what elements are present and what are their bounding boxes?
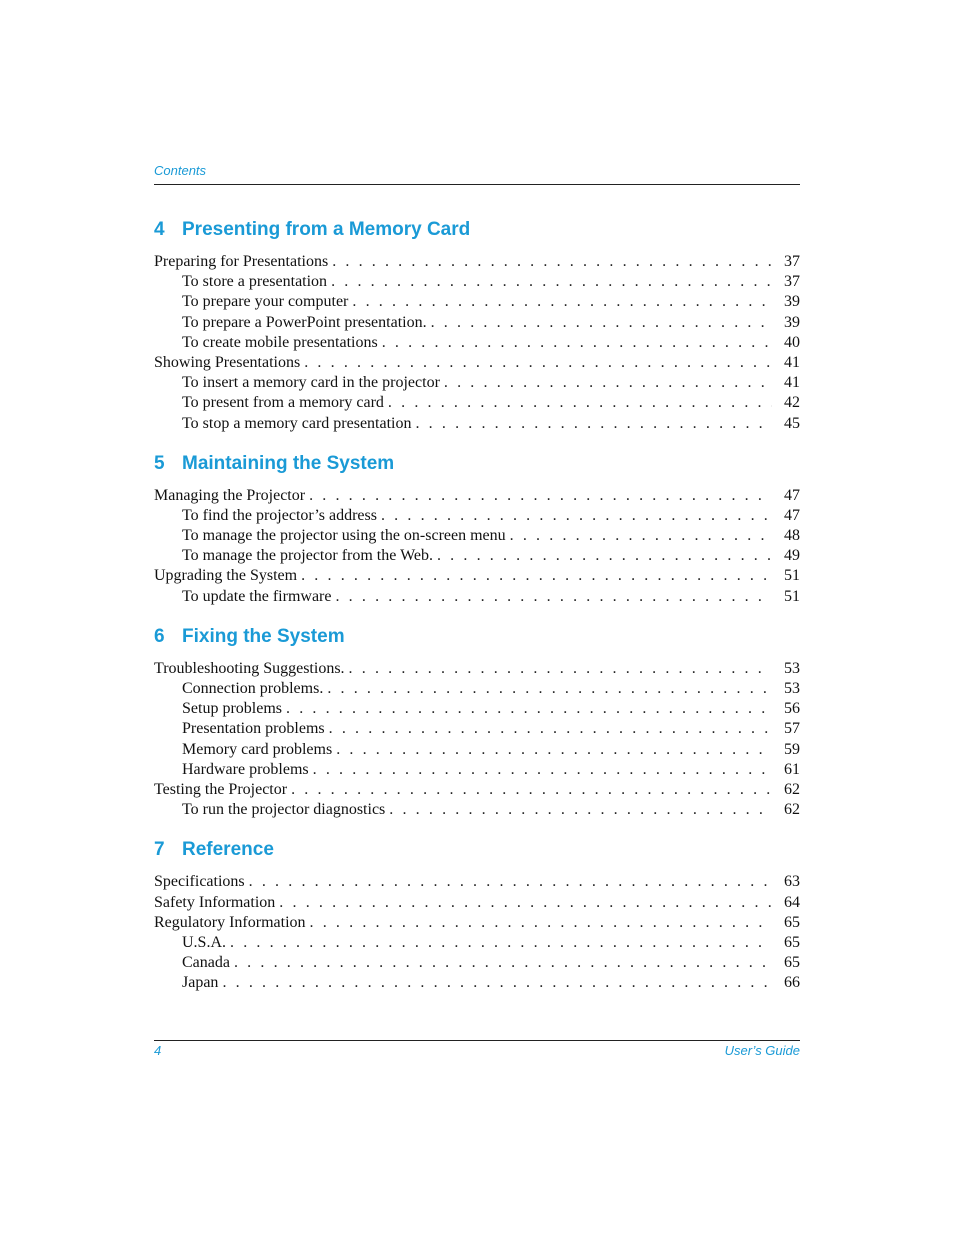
toc-entry[interactable] — [154, 740, 800, 760]
toc-entry[interactable] — [154, 973, 800, 993]
toc-entry[interactable] — [154, 780, 800, 800]
entry-page-number: 37 — [784, 253, 800, 270]
chapter-title-text: Reference — [182, 839, 274, 861]
toc-entry[interactable] — [154, 659, 800, 679]
entry-page-number: 59 — [784, 740, 800, 758]
dot-leader — [230, 933, 772, 953]
dot-leader — [510, 526, 772, 546]
entry-text: Testing the Projector — [154, 780, 288, 798]
entry-page-number: 65 — [784, 933, 800, 951]
entry-text: To manage the projector from the Web. — [182, 547, 433, 565]
dot-leader — [388, 393, 772, 413]
toc-entry[interactable] — [154, 313, 800, 333]
entry-text: To stop a memory card presentation — [182, 414, 412, 432]
entry-page-number: 62 — [784, 780, 800, 798]
entry-text: Preparing for Presentations — [154, 253, 329, 270]
entry-text: To prepare a PowerPoint presentation. — [182, 313, 427, 331]
dot-leader — [286, 699, 772, 719]
entry-text: To run the projector diagnostics — [182, 801, 386, 819]
chapter-number: 6 — [154, 625, 165, 647]
entry-text: Regulatory Information — [154, 913, 306, 931]
chapter-entries — [154, 659, 800, 821]
toc-entry[interactable] — [154, 760, 800, 780]
entry-text: To manage the projector using the on-screen menu — [182, 527, 506, 545]
entry-text: Connection problems. — [182, 680, 324, 697]
chapter-entries — [154, 486, 800, 607]
dot-leader — [327, 679, 772, 699]
entry-text: To store a presentation — [182, 273, 328, 291]
entry-page-number: 39 — [784, 293, 800, 311]
entry-text: To update the firmware — [182, 587, 332, 605]
dot-leader — [249, 872, 772, 892]
toc-entry[interactable] — [154, 699, 800, 719]
entry-text: Setup problems — [182, 700, 282, 718]
entry-page-number: 53 — [784, 659, 800, 677]
entry-page-number: 47 — [784, 486, 800, 504]
dot-leader — [381, 506, 772, 526]
footer-document-title: User’s Guide — [724, 1043, 800, 1058]
chapter-number: 4 — [154, 219, 165, 240]
toc-entry[interactable] — [154, 414, 800, 434]
entry-page-number: 49 — [784, 547, 800, 565]
entry-page-number: 57 — [784, 720, 800, 738]
toc-entry[interactable] — [154, 292, 800, 312]
toc-entry[interactable] — [154, 272, 800, 292]
entry-page-number: 61 — [784, 760, 800, 778]
toc-entry[interactable] — [154, 526, 800, 546]
chapter-number: 5 — [154, 452, 165, 474]
toc-entry[interactable] — [154, 546, 800, 566]
dot-leader — [382, 333, 772, 353]
footer-page-number: 4 — [154, 1043, 162, 1058]
entry-text: Managing the Projector — [154, 486, 306, 504]
chapter-title-text: Maintaining the System — [182, 452, 395, 474]
dot-leader — [304, 353, 772, 373]
entry-text: U.S.A. — [182, 933, 227, 951]
chapter-title-text: Fixing the System — [182, 625, 345, 647]
dot-leader — [331, 272, 772, 292]
entry-page-number: 65 — [784, 913, 800, 931]
entry-page-number: 41 — [784, 374, 800, 392]
dot-leader — [329, 719, 772, 739]
entry-page-number: 53 — [784, 680, 800, 697]
entry-text: Troubleshooting Suggestions. — [154, 659, 345, 677]
entry-text: Safety Information — [154, 893, 276, 911]
chapter-entries — [154, 872, 800, 993]
toc-entry[interactable] — [154, 893, 800, 913]
table-of-contents — [154, 215, 800, 1008]
dot-leader — [336, 740, 772, 760]
entry-page-number: 51 — [784, 567, 800, 585]
entry-page-number: 47 — [784, 506, 800, 524]
toc-entry[interactable] — [154, 719, 800, 739]
entry-page-number: 51 — [784, 587, 800, 605]
entry-page-number: 48 — [784, 527, 800, 545]
chapter-heading[interactable] — [154, 835, 800, 865]
toc-entry[interactable] — [154, 872, 800, 892]
dot-leader — [437, 546, 772, 566]
chapter-entries — [154, 252, 800, 434]
entry-text: Showing Presentations — [154, 353, 301, 371]
toc-entry[interactable] — [154, 800, 800, 820]
running-footer — [154, 1040, 800, 1063]
dot-leader — [335, 587, 772, 607]
dot-leader — [222, 973, 772, 993]
entry-page-number: 39 — [784, 313, 800, 331]
dot-leader — [444, 373, 772, 393]
toc-entry[interactable] — [154, 373, 800, 393]
chapter-heading[interactable] — [154, 449, 800, 479]
dot-leader — [313, 760, 772, 780]
entry-page-number: 40 — [784, 333, 800, 351]
dot-leader — [301, 566, 772, 586]
dot-leader — [291, 780, 772, 800]
entry-page-number: 37 — [784, 273, 800, 291]
dot-leader — [352, 292, 772, 312]
dot-leader — [309, 486, 772, 506]
entry-page-number: 42 — [784, 394, 800, 412]
entry-text: Presentation problems — [182, 720, 325, 738]
entry-text: Japan — [182, 974, 219, 992]
toc-entry[interactable] — [154, 933, 800, 953]
toc-entry[interactable] — [154, 587, 800, 607]
entry-page-number: 56 — [784, 700, 800, 718]
toc-entry[interactable] — [154, 679, 800, 699]
chapter-number: 7 — [154, 839, 165, 861]
chapter-4 — [154, 215, 800, 434]
entry-page-number: 63 — [784, 873, 800, 891]
dot-leader — [234, 953, 772, 973]
toc-entry[interactable] — [154, 353, 800, 373]
dot-leader — [389, 800, 772, 820]
entry-text: To prepare your computer — [182, 293, 349, 311]
toc-entry[interactable] — [154, 252, 800, 272]
toc-entry[interactable] — [154, 913, 800, 933]
entry-text: To present from a memory card — [182, 394, 384, 412]
entry-text: Upgrading the System — [154, 567, 298, 585]
entry-page-number: 45 — [784, 414, 800, 432]
chapter-7 — [154, 835, 800, 993]
toc-entry[interactable] — [154, 953, 800, 973]
entry-text: Canada — [182, 954, 230, 972]
toc-entry[interactable] — [154, 486, 800, 506]
entry-page-number: 64 — [784, 893, 800, 911]
entry-page-number: 66 — [784, 974, 800, 992]
toc-entry[interactable] — [154, 393, 800, 413]
dot-leader — [431, 313, 772, 333]
dot-leader — [415, 414, 772, 434]
toc-entry[interactable] — [154, 506, 800, 526]
entry-page-number: 65 — [784, 954, 800, 972]
entry-text: Memory card problems — [182, 740, 333, 758]
running-header — [154, 163, 800, 185]
chapter-6 — [154, 622, 800, 821]
entry-page-number: 62 — [784, 801, 800, 819]
entry-text: To insert a memory card in the projector — [182, 374, 440, 392]
entry-text: To find the projector’s address — [182, 506, 377, 524]
toc-entry[interactable] — [154, 333, 800, 353]
entry-text: Specifications — [154, 873, 245, 891]
dot-leader — [349, 659, 772, 679]
chapter-5 — [154, 449, 800, 607]
chapter-title-text: Presenting from a Memory Card — [182, 219, 471, 240]
dot-leader — [279, 893, 772, 913]
chapter-heading[interactable] — [154, 215, 800, 245]
chapter-heading[interactable] — [154, 622, 800, 652]
dot-leader — [310, 913, 772, 933]
toc-entry[interactable] — [154, 566, 800, 586]
entry-page-number: 41 — [784, 353, 800, 371]
dot-leader — [332, 252, 772, 272]
header-section-label: Contents — [154, 163, 207, 178]
entry-text: Hardware problems — [182, 760, 309, 778]
entry-text: To create mobile presentations — [182, 333, 378, 351]
